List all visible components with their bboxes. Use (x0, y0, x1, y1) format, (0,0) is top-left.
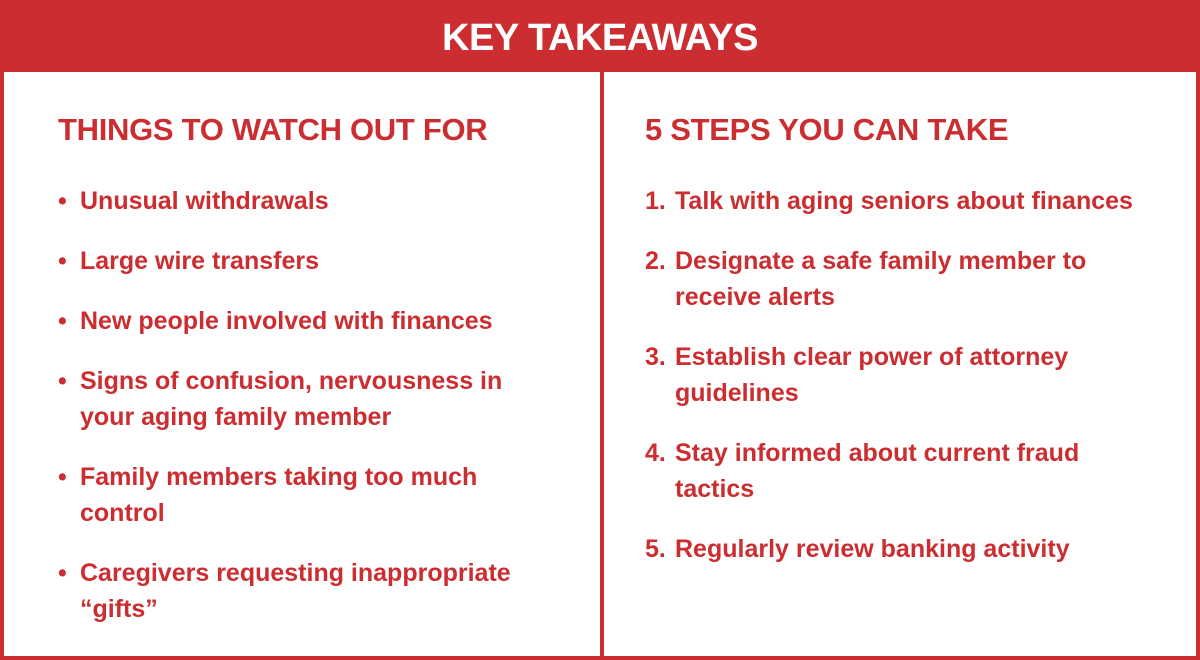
bullet-marker: • (58, 307, 67, 335)
watch-out-column (58, 72, 578, 656)
list-item (58, 363, 538, 435)
step-item (645, 339, 1115, 411)
step-text: Establish clear power of attorney guidelines (675, 343, 1069, 407)
step-number: 1. (645, 187, 666, 215)
step-item (645, 435, 1125, 507)
column-divider (600, 72, 604, 656)
step-item (645, 243, 1125, 315)
list-item-text: New people involved with finances (80, 307, 493, 335)
bullet-marker: • (58, 463, 67, 491)
step-text: Talk with aging seniors about finances (675, 187, 1133, 215)
bullet-marker: • (58, 367, 67, 395)
list-item (58, 183, 329, 219)
step-item (645, 183, 1133, 219)
bullet-marker: • (58, 247, 67, 275)
step-item (645, 531, 1070, 567)
list-item (58, 303, 493, 339)
steps-title: 5 STEPS YOU CAN TAKE (645, 112, 1009, 147)
step-number: 2. (645, 247, 666, 275)
step-number: 4. (645, 439, 666, 467)
step-number: 5. (645, 535, 666, 563)
list-item-text: Signs of confusion, nervousness in your aging family member (80, 367, 503, 431)
step-text: Regularly review banking activity (675, 535, 1070, 563)
step-text: Designate a safe family member to receive alerts (675, 247, 1087, 311)
list-item-text: Caregivers requesting inappropriate “gifts” (80, 559, 511, 623)
list-item (58, 555, 558, 627)
header-banner (4, 4, 1196, 72)
bullet-marker: • (58, 559, 67, 587)
list-item (58, 243, 319, 279)
watch-out-title: THINGS TO WATCH OUT FOR (58, 112, 488, 147)
steps-column (645, 72, 1175, 656)
list-item-text: Unusual withdrawals (80, 187, 329, 215)
bullet-marker: • (58, 187, 67, 215)
list-item (58, 459, 528, 531)
header-title: KEY TAKEAWAYS (442, 16, 758, 59)
list-item-text: Family members taking too much control (80, 463, 478, 527)
list-item-text: Large wire transfers (80, 247, 319, 275)
step-text: Stay informed about current fraud tactics (675, 439, 1080, 503)
step-number: 3. (645, 343, 666, 371)
